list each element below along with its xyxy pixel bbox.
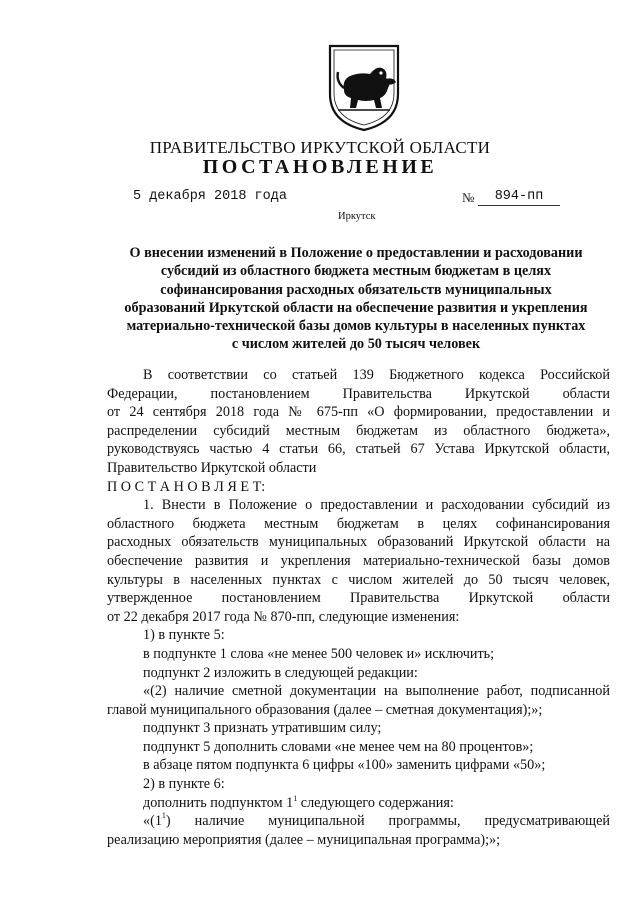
item1-line: обеспечение развития и укрепления материально-технической базы домов xyxy=(107,552,610,569)
irkutsk-coat-of-arms-icon xyxy=(326,42,402,132)
clause-p5e: подпункт 5 дополнить словами «не менее чем на 80 процентов»; xyxy=(143,738,534,755)
clause-p5c-cont: главой муниципального образования (далее – сметная документация);»; xyxy=(107,701,543,718)
superscript: 1 xyxy=(161,811,166,821)
text-run: дополнить подпунктом 1 xyxy=(143,794,294,811)
title-line: О внесении изменений в Положение о предоставлении и расходовании xyxy=(129,245,583,261)
clause-p5a: в подпункте 1 слова «не менее 500 человек и» исключить; xyxy=(143,645,495,662)
preamble-line: Федерации, постановлением Правительства Иркутской области xyxy=(107,385,610,402)
document-date: 5 декабря 2018 года xyxy=(133,189,287,204)
title-line: субсидий из областного бюджета местным бюджетам в целях xyxy=(160,263,552,280)
preamble-line: Правительство Иркутской области xyxy=(107,459,317,476)
government-name: ПРАВИТЕЛЬСТВО ИРКУТСКОЙ ОБЛАСТИ xyxy=(149,138,491,157)
document-city: Иркутск xyxy=(338,211,376,222)
preamble-line: распределении субсидий местным бюджетам из областного бюджета», xyxy=(107,422,610,439)
item1-line: утвержденное постановлением Правительства Иркутской области xyxy=(107,590,610,607)
preamble-line: руководствуясь частью 4 статьи 66, статьей 67 Устава Иркутской области, xyxy=(107,441,610,458)
clause-p5d: подпункт 3 признать утратившим силу; xyxy=(143,720,382,737)
clause-p5b: подпункт 2 изложить в следующей редакции: xyxy=(143,664,418,681)
resolves-heading: П О С Т А Н О В Л Я Е Т: xyxy=(107,478,266,495)
item1-line: культуры в населенных пунктах с числом жителей до 50 тысяч человек, xyxy=(107,571,610,588)
title-line: софинансирования расходных обязательств муниципальных xyxy=(160,281,552,298)
text-run: ) наличие муниципальной программы, предусматривающей xyxy=(165,813,610,830)
text-run: следующего содержания: xyxy=(297,794,454,811)
clause-p5c: «(2) наличие сметной документации на выполнение работ, подписанной xyxy=(143,683,610,700)
document-type: ПОСТАНОВЛЕНИЕ xyxy=(202,156,438,178)
text-run: «(1 xyxy=(143,813,162,830)
item1-line: расходных обязательств муниципальных образований Иркутской области на xyxy=(107,534,610,551)
clause-p6: 2) в пункте 6: xyxy=(143,776,225,793)
item1-line: от 22 декабря 2017 года № 870-пп, следующие изменения: xyxy=(107,608,460,625)
title-line: образований Иркутской области на обеспечение развития и укрепления xyxy=(124,299,588,316)
number-label: № xyxy=(462,190,475,205)
document-title xyxy=(100,244,612,354)
document-body xyxy=(107,366,610,849)
title-line: материально-технической базы домов культуры в населенных пунктах xyxy=(126,318,586,335)
title-line: с числом жителей до 50 тысяч человек xyxy=(231,336,481,353)
clause-p6a xyxy=(107,794,610,813)
clause-p6b xyxy=(107,812,610,831)
item1-line: областного бюджета местным бюджетам в целях софинансирования xyxy=(107,515,610,532)
clause-p5: 1) в пункте 5: xyxy=(143,627,225,644)
preamble-line: от 24 сентября 2018 года № 675-пп «О формировании, предоставлении и xyxy=(107,404,610,421)
superscript: 1 xyxy=(293,793,298,803)
document-number: 894-пп xyxy=(478,189,560,206)
preamble-line: В соответствии со статьей 139 Бюджетного кодекса Российской xyxy=(143,367,610,383)
clause-p5f: в абзаце пятом подпункта 6 цифры «100» заменить цифрами «50»; xyxy=(143,757,546,774)
item1-line: 1. Внести в Положение о предоставлении и расходовании субсидий из xyxy=(143,497,610,514)
clause-p6c: реализацию мероприятия (далее – муниципальная программа);»; xyxy=(107,831,501,848)
